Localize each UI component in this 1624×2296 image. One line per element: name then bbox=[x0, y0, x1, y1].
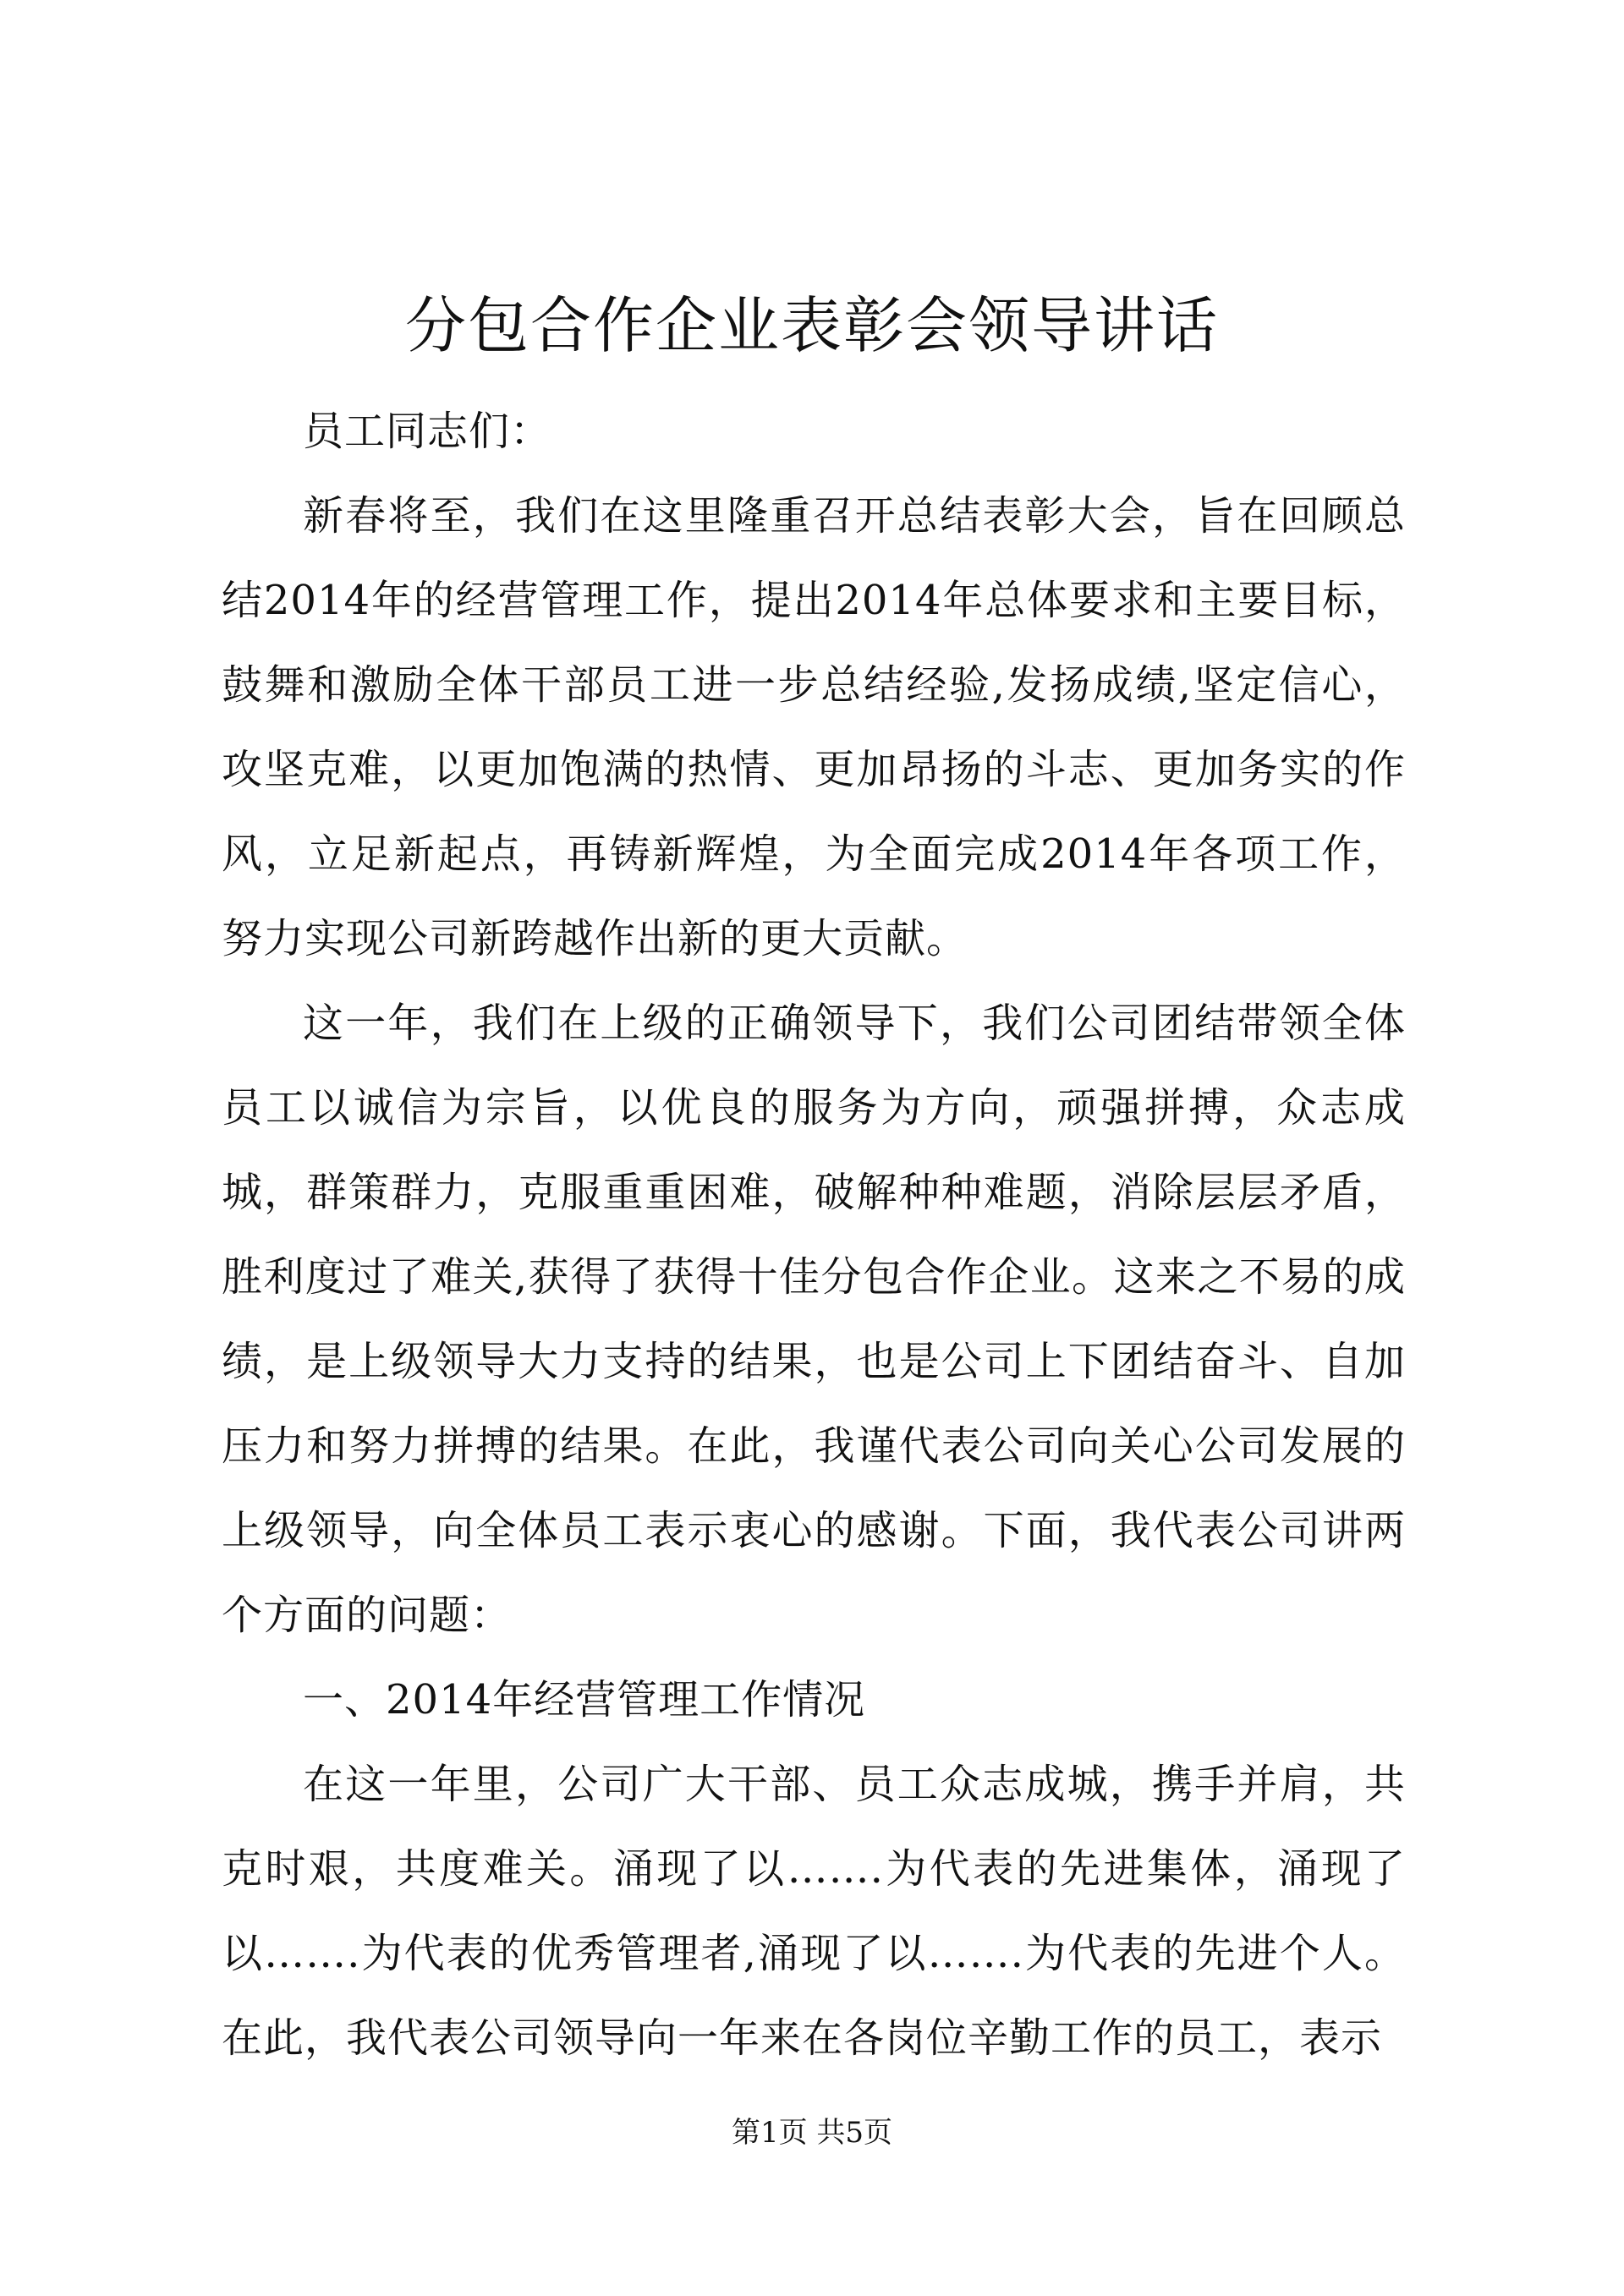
page-footer: 第1页 共5页 bbox=[731, 2116, 893, 2150]
paragraph-1: 新春将至，我们在这里隆重召开总结表彰大会，旨在回顾总结2014年的经营管理工作，提出2014年总体要求和主要目标，鼓舞和激励全体干部员工进一步总结经验,发扬成绩,坚定信心，攻坚克难，以更加饱满的热情、更加昂扬的斗志、更加务实的作风，立足新起点，再铸新辉煌，为全面完成2014年各项工作，努力实现公司新跨越作出新的更大贡献。 bbox=[222, 492, 1406, 962]
document-body bbox=[222, 389, 1406, 2080]
salutation: 员工同志们： bbox=[303, 408, 552, 455]
document-title: 分包合作企业表彰会领导讲话 bbox=[404, 290, 1219, 361]
paragraph-2: 这一年，我们在上级的正确领导下，我们公司团结带领全体员工以诚信为宗旨，以优良的服务为方向，顽强拼搏，众志成城，群策群力，克服重重困难，破解种种难题，消除层层矛盾，胜利度过了难关,获得了获得十佳分包合作企业。这来之不易的成绩，是上级领导大力支持的结果，也是公司上下团结奋斗、自加压力和努力拼搏的结果。在此，我谨代表公司向关心公司发展的上级领导，向全体员工表示衷心的感谢。下面，我代表公司讲两个方面的问题： bbox=[222, 1000, 1406, 1639]
section-heading-1: 一、2014年经营管理工作情况 bbox=[303, 1676, 866, 1723]
paragraph-3: 在这一年里，公司广大干部、员工众志成城，携手并肩，共克时艰，共度难关。涌现了以…….为代表的先进集体，涌现了以…….为代表的优秀管理者,涌现了以…….为代表的先进个人。在此，我代表公司领导向一年来在各岗位辛勤工作的员工，表示 bbox=[222, 1761, 1406, 2062]
